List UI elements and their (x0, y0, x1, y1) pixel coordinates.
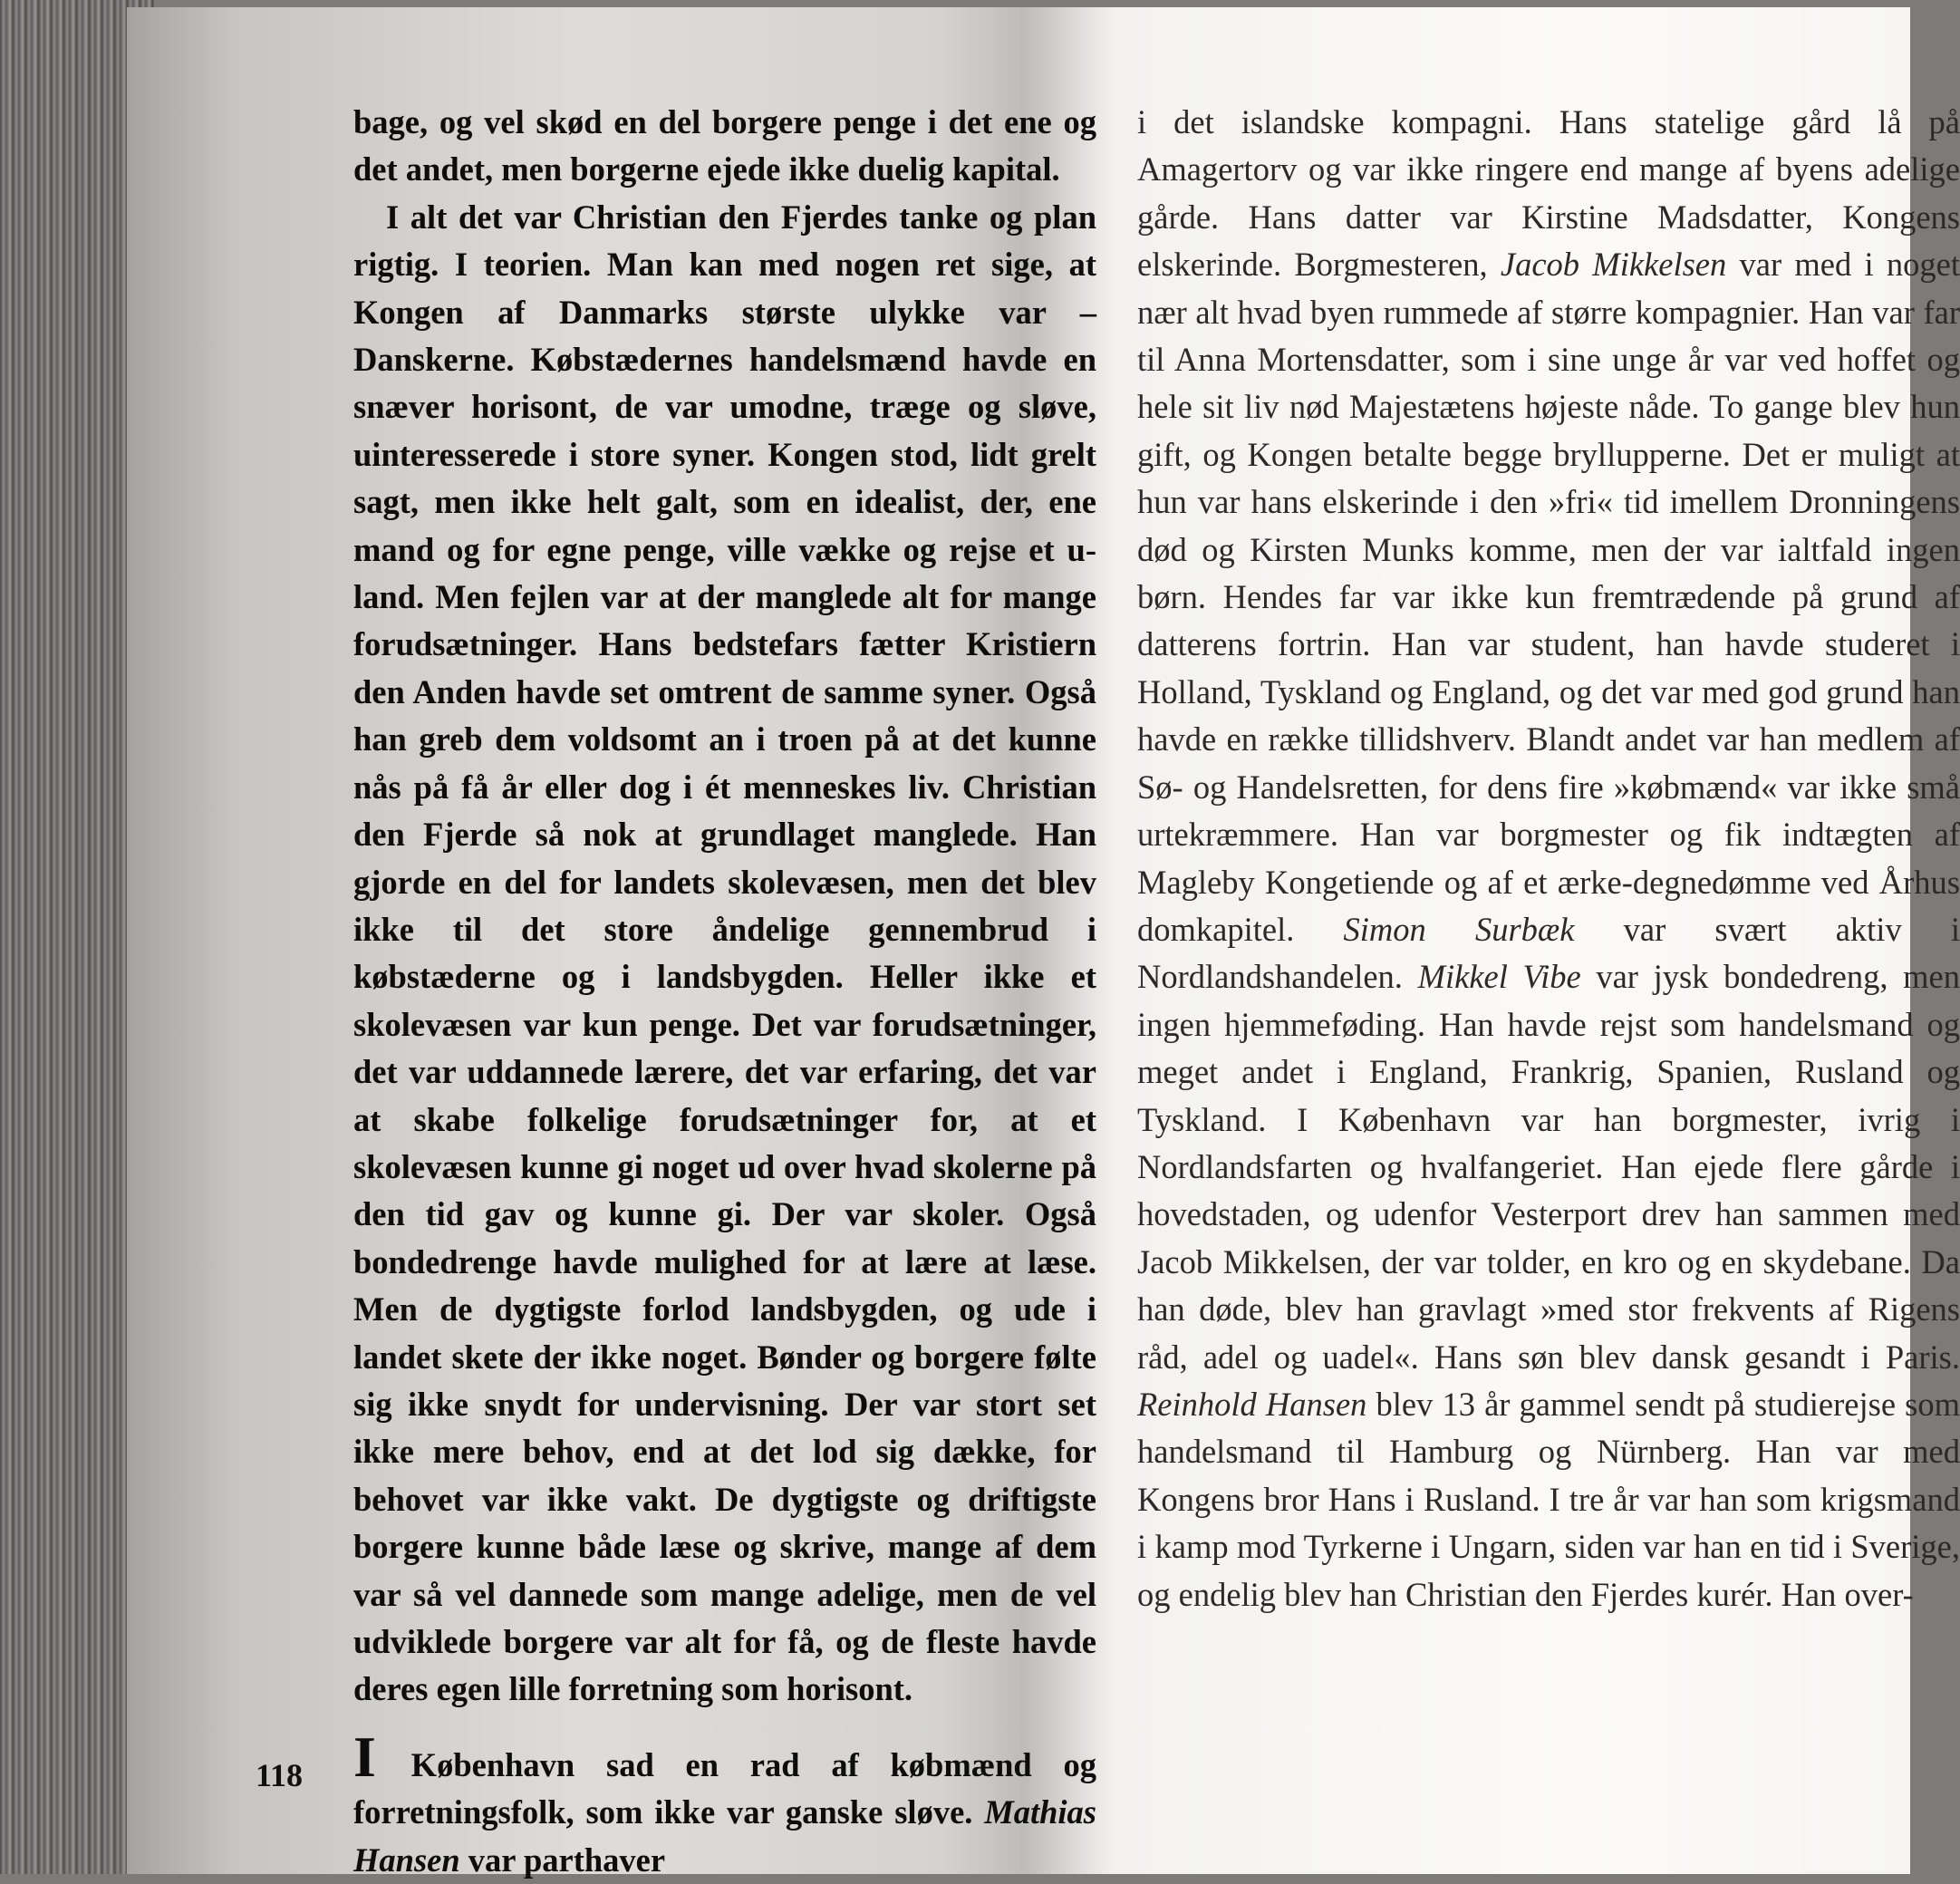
section-paragraph (353, 1724, 1096, 1884)
book-spread (127, 7, 1960, 1879)
paragraph: I alt det var Christian den Fjerdes tanke og plan rigtig. I teorien. Man kan med nogen ret sige, at Kongen af Danmarks største ulykke var – Danskerne. Købstædernes handelsmænd havde en snæver horisont, de var umodne, træge og sløve, uinteresserede i store syner. Kongen stod, lidt grelt sagt, men ikke helt galt, som en idealist, der, ene mand og for egne penge, ville vække og rejse et u-land. Men fejlen var at der manglede alt for mange forudsætninger. Hans bedstefars fætter Kristiern den Anden havde set omtrent de samme syner. Også han greb dem voldsomt an i troen på at det kunne nås på få år eller dog i ét menneskes liv. Christian den Fjerde så nok at grundlaget manglede. Han gjorde en del for landets skolevæsen, men det blev ikke til det store åndelige gennembrud i købstæderne og i landsbygden. Heller ikke et skolevæsen var kun penge. Det var forudsætninger, det var uddannede lærere, det var erfaring, det var at skabe folkelige forudsætninger for, at et skolevæsen kunne gi noget ud over hvad skolerne på den tid gav og kunne gi. Der var skoler. Også bondedrenge havde mulighed for at lære at læse. Men de dygtigste forlod landsbygden, og ude i landet skete der ikke noget. Bønder og borgere følte sig ikke snydt for undervisning. Der var stort set ikke mere behov, end at det lod sig dække, for behovet var ikke vakt. De dygtigste og driftigste borgere kunne både læse og skrive, mange af dem var så vel dannede som mange adelige, men de vel udviklede borgere var alt for få, og de fleste havde deres egen lille forretning som horisont. (353, 198, 1096, 1708)
paragraph: bage, og vel skød en del borgere penge i det ene og det andet, men borgerne ejede ikke duelig kapital. (353, 103, 1096, 188)
paragraph-text: var jysk bondedreng, men ingen hjemmeføding. Han havde rejst som handelsmand og meget andet i England, Frankrig, Spanien, Rusland og Tyskland. I København var han borgmester, ivrig i Nordlandsfarten og hvalfangeriet. Han ejede flere gårde i hovedstaden, og udenfor Vesterport drev han sammen med Jacob Mikkelsen, der var tolder, en kro og en skydebane. Da han døde, blev han gravlagt »med stor frekvents af Rigens råd, adel og uadel«. Hans søn blev dansk gesandt i Paris. (1137, 958, 1960, 1376)
page-number: 118 (256, 1757, 304, 1793)
paragraph-text: blev 13 år gammel sendt på studierejse som handelsmand til Hamburg og Nürnberg. Han var med Kongens bror Hans i Rusland. I tre år var han som krigsmand i kamp mod Tyrkerne i Ungarn, siden var han en tid i Sverige, og endelig blev han Christian den Fjerdes kurér. Han over- (1137, 1385, 1960, 1613)
right-page (1137, 99, 1960, 1618)
person-name: Mikkel Vibe (1417, 958, 1581, 996)
person-name: Jacob Mikkelsen (1500, 246, 1727, 284)
paragraph (1137, 99, 1960, 1618)
paragraph-text: var svært aktiv i Nordlandshandelen. (1137, 910, 1960, 996)
person-name: Simon Surbæk (1343, 910, 1575, 948)
paragraph-text: var med i noget nær alt hvad byen rummede af større kompagnier. Han var far til Anna Mortensdatter, som i sine unge år var ved hoffet og hele sit liv nød Majestætens højeste nåde. To gange blev hun gift, og Kongen betalte begge bryllupperne. Det er muligt at hun var hans elskerinde i den »fri« tid imellem Dronningens død og Kirsten Munks komme, men der var ialtfald ingen børn. Hendes far var ikke kun fremtrædende på grund af datterens fortrin. Han var student, han havde studeret i Holland, Tyskland og England, og det var med god grund han havde en række tillidshverv. Blandt andet var han medlem af Sø- og Handelsretten, for dens fire »købmænd« var ikke små urtekræmmere. Han var borgmester og fik indtægten af Magleby Kongetiende og af et ærke-degnedømme ved Århus domkapitel. (1137, 246, 1960, 948)
person-name: Reinhold Hansen (1137, 1385, 1367, 1423)
paragraph-text: var parthaver (459, 1841, 666, 1879)
drop-cap: I (353, 1724, 376, 1789)
person-name: Mathias Hansen (353, 1793, 1096, 1879)
paragraph-text: i det islandske kompagni. Hans statelige gård lå på Amagertorv og var ikke ringere end mange af byens adelige gårde. Hans datter var Kirstine Madsdatter, Kongens elskerinde. Borgmesteren, (1137, 103, 1960, 284)
left-page (353, 99, 1096, 1884)
paragraph-text: København sad en rad af købmænd og forretningsfolk, som ikke var ganske sløve. (353, 1745, 1096, 1831)
